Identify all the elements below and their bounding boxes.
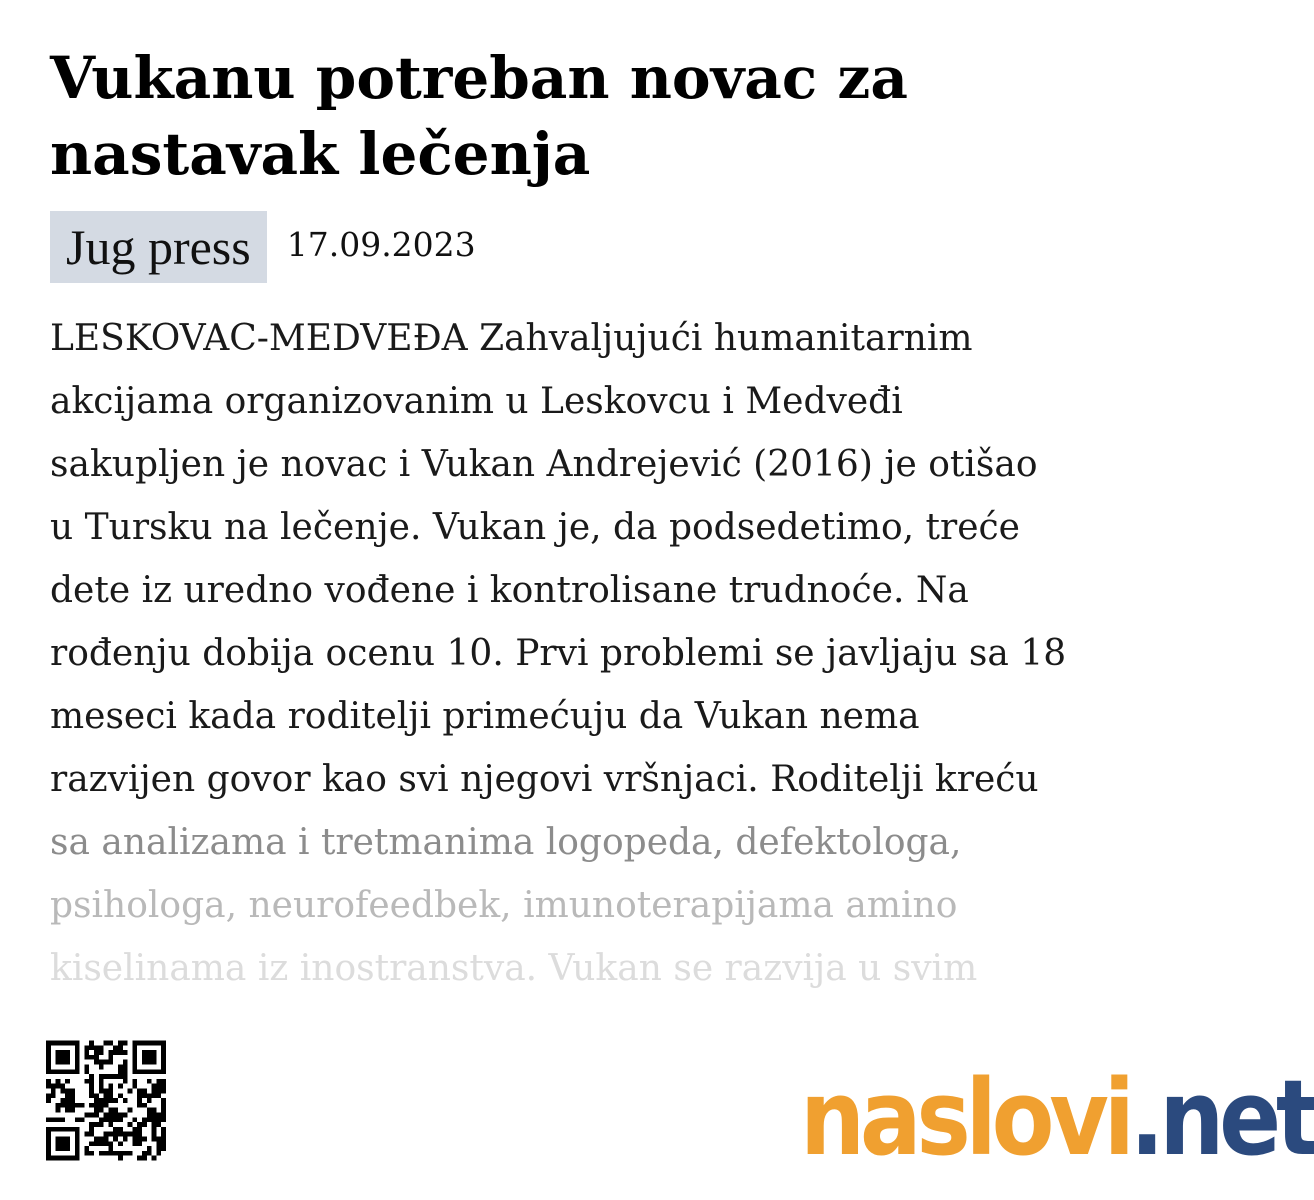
article-line: razvijen govor kao svi njegovi vršnjaci. Roditelji kreću [50,759,1039,800]
article-title: Vukanu potreban novac za nastavak lečenja [50,44,908,188]
article-line: u Tursku na lečenje. Vukan je, da podsedetimo, treće [50,507,1020,548]
logo-text-suffix: .net [1129,1057,1314,1179]
article-line: LESKOVAC-MEDVEĐA Zahvaljujući humanitarnim [50,318,973,359]
article-body [50,307,1160,997]
article-line-faded: sa analizama i tretmanima logopeda, defektologa, [50,822,962,863]
article-line: dete iz uredno vođene i kontrolisane trudnoće. Na [50,570,969,611]
logo-text-primary: naslovi [800,1057,1130,1179]
source-badge[interactable]: Jug press [50,211,267,283]
article-line: akcijama organizovanim u Leskovcu i Medveđi [50,381,903,422]
article-meta [50,211,476,283]
article-line-faded: psihologa, neurofeedbek, imunoterapijama amino [50,885,958,926]
article-line-faded: kiselinama iz inostranstva. Vukan se razvija u svim [50,948,978,989]
site-logo[interactable] [800,1050,1314,1179]
publish-date: 17.09.2023 [286,225,476,264]
qr-code-icon[interactable] [46,1038,166,1163]
article-line: meseci kada roditelji primećuju da Vukan nema [50,696,920,737]
article-line: rođenju dobija ocenu 10. Prvi problemi se javljaju sa 18 [50,633,1067,674]
article-line: sakupljen je novac i Vukan Andrejević (2016) je otišao [50,444,1038,485]
